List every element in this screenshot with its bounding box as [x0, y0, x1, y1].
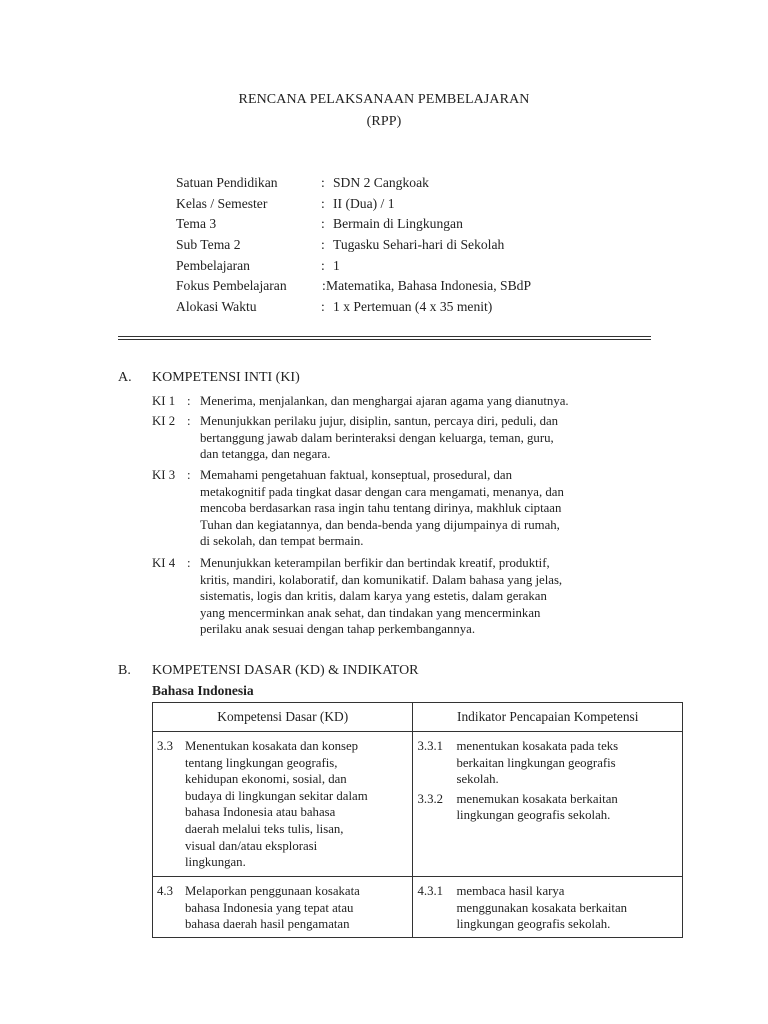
identity-row	[176, 173, 656, 194]
indicator-line: menemukan kosakata berkaitan	[456, 791, 618, 806]
identity-colon: :	[321, 257, 325, 273]
table-header-indicator: Indikator Pencapaian Kompetensi	[413, 703, 683, 732]
table-header-row	[153, 703, 683, 732]
kd-line: kehidupan ekonomi, sosial, dan	[185, 772, 347, 787]
ki-text	[200, 393, 662, 410]
kd-line: bahasa daerah hasil pengamatan	[185, 917, 350, 932]
section-letter: B.	[118, 663, 131, 678]
indicator-item	[417, 883, 678, 933]
indicator-line: membaca hasil karya	[456, 884, 565, 898]
section-a-heading	[0, 370, 768, 390]
ki-text	[200, 467, 662, 550]
section-title: KOMPETENSI INTI (KI)	[152, 370, 300, 385]
ki-line: perilaku anak sesuai dengan tahap perkembangannya.	[200, 622, 476, 637]
ki-item	[152, 393, 662, 410]
identity-colon: :	[321, 216, 325, 232]
ki-colon: :	[187, 414, 191, 428]
ki-line: dan tetangga, dan negara.	[200, 447, 331, 462]
identity-value: Matematika, Bahasa Indonesia, SBdP	[326, 278, 532, 294]
kd-number: 3.3	[157, 739, 173, 753]
ki-line: bertanggung jawab dalam berinteraksi dengan keluarga, teman, guru,	[200, 430, 554, 445]
section-b-heading	[0, 663, 768, 683]
indicator-line: lingkungan geografis sekolah.	[456, 808, 611, 823]
identity-block	[176, 173, 656, 318]
ki-code: KI 4	[152, 556, 176, 570]
ki-line: Menunjukkan perilaku jujur, disiplin, santun, percaya diri, peduli, dan	[200, 414, 559, 428]
kd-line: lingkungan.	[185, 855, 246, 870]
kd-indicator-table	[152, 702, 683, 938]
identity-row	[176, 235, 656, 256]
kd-line: daerah melalui teks tulis, lisan,	[185, 821, 344, 836]
ki-line: sistematis, logis dan kritis, dalam karya yang estetis, dalam gerakan	[200, 589, 547, 604]
kd-line: tentang lingkungan geografis,	[185, 755, 338, 770]
identity-label: Pembelajaran	[176, 257, 250, 273]
double-rule-bottom	[118, 339, 651, 340]
double-rule-top	[118, 336, 651, 337]
identity-label: Satuan Pendidikan	[176, 175, 278, 190]
ki-text	[200, 555, 662, 638]
table-row	[153, 732, 683, 877]
indicator-number: 3.3.2	[417, 791, 444, 806]
identity-row	[176, 194, 656, 215]
ki-line: kritis, mandiri, kolaboratif, dan komunikatif. Dalam bahasa yang jelas,	[200, 572, 563, 587]
identity-row	[176, 214, 656, 235]
kd-line: bahasa Indonesia atau bahasa	[185, 805, 336, 820]
ki-item	[152, 467, 662, 550]
section-title: KOMPETENSI DASAR (KD) & INDIKATOR	[152, 663, 419, 678]
identity-label: Alokasi Waktu	[176, 299, 257, 315]
identity-value: 1	[333, 257, 340, 273]
identity-colon: :	[321, 195, 325, 211]
identity-label: Kelas / Semester	[176, 195, 268, 211]
ki-item	[152, 555, 662, 638]
ki-code: KI 2	[152, 414, 176, 428]
identity-label: Tema 3	[176, 216, 217, 232]
indicator-line: lingkungan geografis sekolah.	[456, 917, 611, 932]
ki-line: di sekolah, dan tempat bermain.	[200, 534, 364, 549]
identity-colon: :	[322, 278, 326, 294]
ki-colon: :	[187, 468, 191, 482]
identity-value: SDN 2 Cangkoak	[333, 175, 429, 190]
document-subtitle: (RPP)	[366, 114, 402, 129]
ki-line: yang mencerminkan anak sehat, dan tindakan yang mencerminkan	[200, 605, 541, 620]
ki-line: Memahami pengetahuan faktual, konseptual, prosedural, dan	[200, 468, 512, 482]
subject-heading: Bahasa Indonesia	[152, 683, 254, 698]
identity-row	[176, 256, 656, 277]
indicator-item	[417, 738, 678, 788]
kd-item	[157, 738, 408, 871]
kd-line: Melaporkan penggunaan kosakata	[185, 884, 360, 898]
indicator-line: sekolah.	[456, 772, 499, 787]
ki-line: Menunjukkan keterampilan berfikir dan bertindak kreatif, produktif,	[200, 556, 550, 570]
ki-code: KI 3	[152, 468, 176, 482]
indicator-line: menentukan kosakata pada teks	[456, 739, 619, 753]
ki-line: Tuhan dan kegiatannya, dan benda-benda yang dijumpainya di rumah,	[200, 517, 560, 532]
ki-colon: :	[187, 394, 191, 408]
identity-label: Fokus Pembelajaran	[176, 278, 287, 294]
ki-code: KI 1	[152, 394, 176, 408]
kd-text	[185, 883, 360, 933]
indicator-text	[456, 791, 617, 824]
identity-row	[176, 276, 656, 297]
ki-text	[200, 413, 662, 463]
kd-text	[185, 738, 368, 871]
indicator-number: 4.3.1	[417, 884, 444, 898]
table-row	[153, 877, 683, 938]
identity-value: II (Dua) / 1	[333, 195, 395, 211]
ki-line: metakognitif pada tingkat dasar dengan cara mengamati, menanya, dan	[200, 484, 564, 499]
identity-value: 1 x Pertemuan (4 x 35 menit)	[333, 299, 493, 315]
identity-colon: :	[321, 237, 325, 253]
indicator-number: 3.3.1	[417, 739, 444, 753]
ki-colon: :	[187, 556, 191, 570]
table-header-kd: Kompetensi Dasar (KD)	[153, 703, 413, 732]
kd-number: 4.3	[157, 884, 173, 898]
kd-line: Menentukan kosakata dan konsep	[185, 739, 359, 753]
indicator-item	[417, 791, 678, 824]
section-letter: A.	[118, 370, 132, 385]
indicator-text	[456, 883, 627, 933]
kd-line: budaya di lingkungan sekitar dalam	[185, 788, 368, 803]
indicator-line: berkaitan lingkungan geografis	[456, 755, 616, 770]
identity-value: Tugasku Sehari-hari di Sekolah	[333, 237, 505, 253]
identity-colon: :	[321, 175, 325, 190]
indicator-line: menggunakan kosakata berkaitan	[456, 900, 628, 915]
kd-cell	[153, 877, 413, 938]
identity-label: Sub Tema 2	[176, 237, 241, 253]
indicator-text	[456, 738, 618, 788]
indicator-cell	[413, 877, 683, 938]
ki-item	[152, 413, 662, 463]
ki-line: Menerima, menjalankan, dan menghargai ajaran agama yang dianutnya.	[200, 394, 569, 408]
identity-colon: :	[321, 299, 325, 315]
kd-item	[157, 883, 408, 933]
kd-cell	[153, 732, 413, 877]
identity-value: Bermain di Lingkungan	[333, 216, 463, 232]
kd-line: bahasa Indonesia yang tepat atau	[185, 900, 354, 915]
indicator-cell	[413, 732, 683, 877]
document-title: RENCANA PELAKSANAAN PEMBELAJARAN	[238, 92, 530, 107]
kd-line: visual dan/atau eksplorasi	[185, 838, 318, 853]
identity-row	[176, 297, 656, 318]
ki-line: mencoba berdasarkan rasa ingin tahu tentang dirinya, makhluk ciptaan	[200, 501, 562, 516]
